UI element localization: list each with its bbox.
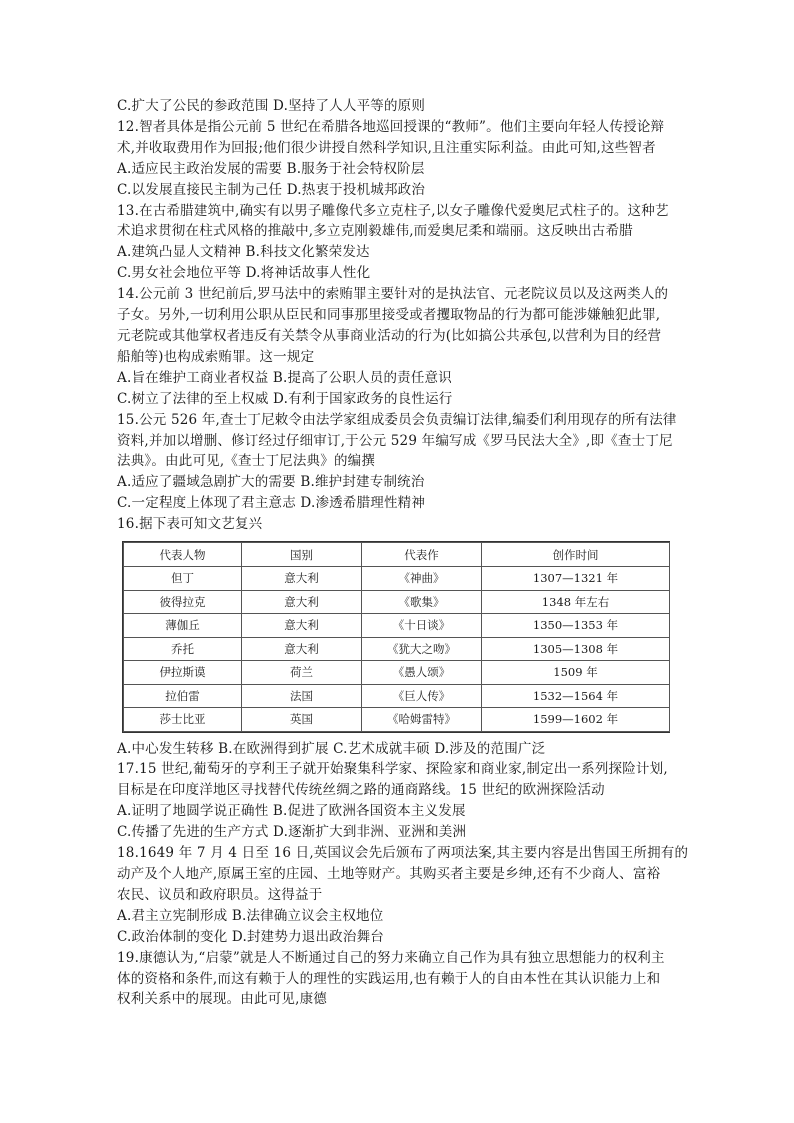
text-line: 14.公元前 3 世纪前后,罗马法中的索贿罪主要针对的是执法官、元老院议员以及这两类人的 (117, 286, 669, 303)
table-cell: 1509 年 (482, 661, 670, 685)
text-line: 19.康德认为,“启蒙”就是人不断通过自己的努力来确立自己作为具有独立思想能力的权利主 (117, 949, 665, 966)
text-line: C.扩大了公民的参政范围 D.坚持了人人平等的原则 (117, 98, 426, 114)
text-line: 目标是在印度洋地区寻找替代传统丝绸之路的通商路线。15 世纪的欧洲探险活动 (117, 782, 605, 799)
table-cell: 法国 (242, 684, 362, 708)
table-cell: 《巨人传》 (362, 684, 482, 708)
table-row (124, 637, 670, 661)
text-line: 13.在古希腊建筑中,确实有以男子雕像代多立克柱子,以女子雕像代爱奥尼式柱子的。这种艺 (117, 202, 669, 219)
text-line: C.以发展直接民主制为己任 D.热衷于投机城邦政治 (117, 181, 426, 198)
text-line: A.旨在维护工商业者权益 B.提高了公职人员的责任意识 (117, 369, 452, 386)
table-cell: 但丁 (124, 567, 242, 591)
text-line: 18.1649 年 7 月 4 日至 16 日,英国议会先后颁布了两项法案,其主要内容是出售国王所拥有的 (117, 845, 689, 862)
text-line: C.传播了先进的生产方式 D.逐渐扩大到非洲、亚洲和美洲 (117, 824, 467, 841)
exam-page (117, 96, 689, 1010)
table-cell: 意大利 (242, 590, 362, 614)
table-cell: 《十日谈》 (362, 614, 482, 638)
table-header-cell: 创作时间 (482, 543, 670, 567)
text-line: C.一定程度上体现了君主意志 D.渗透希腊理性精神 (117, 495, 426, 512)
table-row (124, 708, 670, 732)
table-cell: 1532—1564 年 (482, 684, 670, 708)
renaissance-table (122, 541, 670, 733)
text-line: 船舶等)也构成索贿罪。这一规定 (117, 348, 315, 365)
table-cell: 《犹大之吻》 (362, 637, 482, 661)
text-line: 动产及个人地产,原属王室的庄园、土地等财产。其购买者主要是乡绅,还有不少商人、富裕 (117, 865, 661, 882)
table-cell: 1350—1353 年 (482, 614, 670, 638)
table-cell: 《哈姆雷特》 (362, 708, 482, 732)
table-row (124, 590, 670, 614)
table-cell: 《愚人颂》 (362, 661, 482, 685)
text-line: 17.15 世纪,葡萄牙的亨利王子就开始聚集科学家、探险家和商业家,制定出一系列探险计划, (117, 761, 668, 778)
table-row (124, 567, 670, 591)
text-line: 体的资格和条件,而这有赖于人的理性的实践运用,也有赖于人的自由本性在其认识能力上和 (117, 970, 661, 987)
text-block-bottom (117, 739, 689, 1011)
text-line: 法典》。由此可见,《查士丁尼法典》的编撰 (117, 453, 376, 470)
table-header-cell: 国别 (242, 543, 362, 567)
table-row (124, 684, 670, 708)
table-cell: 1307—1321 年 (482, 567, 670, 591)
text-line: A.君主立宪制形成 B.法律确立议会主权地位 (117, 907, 384, 924)
table-cell: 英国 (242, 708, 362, 732)
table-cell: 莎士比亚 (124, 708, 242, 732)
table-cell: 薄伽丘 (124, 614, 242, 638)
table-row (124, 661, 670, 685)
text-line: 资料,并加以增删、修订经过仔细审订,于公元 529 年编写成《罗马民法大全》,即《查士丁尼 (117, 432, 673, 449)
text-line: C.男女社会地位平等 D.将神话故事人性化 (117, 265, 371, 282)
table-cell: 1305—1308 年 (482, 637, 670, 661)
text-line: 农民、议员和政府职员。这得益于 (117, 886, 323, 903)
text-block-top (117, 96, 677, 535)
text-line: 权利关系中的展现。由此可见,康德 (117, 991, 327, 1008)
table-cell: 拉伯雷 (124, 684, 242, 708)
table-cell: 《歌集》 (362, 590, 482, 614)
text-line: A.建筑凸显人文精神 B.科技文化繁荣发达 (117, 244, 370, 261)
table-cell: 彼得拉克 (124, 590, 242, 614)
table-header-row (124, 543, 670, 567)
table-cell: 1348 年左右 (482, 590, 670, 614)
table-cell: 伊拉斯谟 (124, 661, 242, 685)
text-line: 16.据下表可知文艺复兴 (117, 516, 263, 533)
table-cell: 荷兰 (242, 661, 362, 685)
text-line: C.政治体制的变化 D.封建势力退出政治舞台 (117, 928, 384, 945)
table-cell: 1599—1602 年 (482, 708, 670, 732)
table-cell: 意大利 (242, 637, 362, 661)
text-line: 术追求贯彻在柱式风格的推敲中,多立克刚毅雄伟,而爱奥尼柔和端丽。这反映出古希腊 (117, 223, 633, 240)
text-line: C.树立了法律的至上权威 D.有利于国家政务的良性运行 (117, 390, 453, 407)
table-cell: 意大利 (242, 567, 362, 591)
table-row (124, 614, 670, 638)
text-line: A.中心发生转移 B.在欧洲得到扩展 C.艺术成就丰硕 D.涉及的范围广泛 (117, 740, 546, 757)
text-line: 15.公元 526 年,查士丁尼敕令由法学家组成委员会负责编订法律,编委们利用现存的所有法律 (117, 411, 677, 428)
text-line: 元老院或其他掌权者违反有关禁令从事商业活动的行为(比如搞公共承包,以营利为目的经营 (117, 327, 662, 344)
text-line: 术,并收取费用作为回报;他们很少讲授自然科学知识,且注重实际利益。由此可知,这些智者 (117, 139, 656, 156)
table-cell: 意大利 (242, 614, 362, 638)
text-line: 12.智者具体是指公元前 5 世纪在希腊各地巡回授课的“教师”。他们主要向年轻人传授论辩 (117, 118, 665, 135)
text-line: 子女。另外,一切利用公职从臣民和同事那里接受或者攫取物品的行为都可能涉嫌触犯此罪, (117, 307, 661, 324)
text-line: A.适应民主政治发展的需要 B.服务于社会特权阶层 (117, 160, 425, 177)
table-header-cell: 代表人物 (124, 543, 242, 567)
table-cell: 《神曲》 (362, 567, 482, 591)
text-line: A.适应了疆域急剧扩大的需要 B.维护封建专制统治 (117, 474, 425, 491)
table-header-cell: 代表作 (362, 543, 482, 567)
text-line: A.证明了地圆学说正确性 B.促进了欧洲各国资本主义发展 (117, 803, 466, 820)
table-cell: 乔托 (124, 637, 242, 661)
